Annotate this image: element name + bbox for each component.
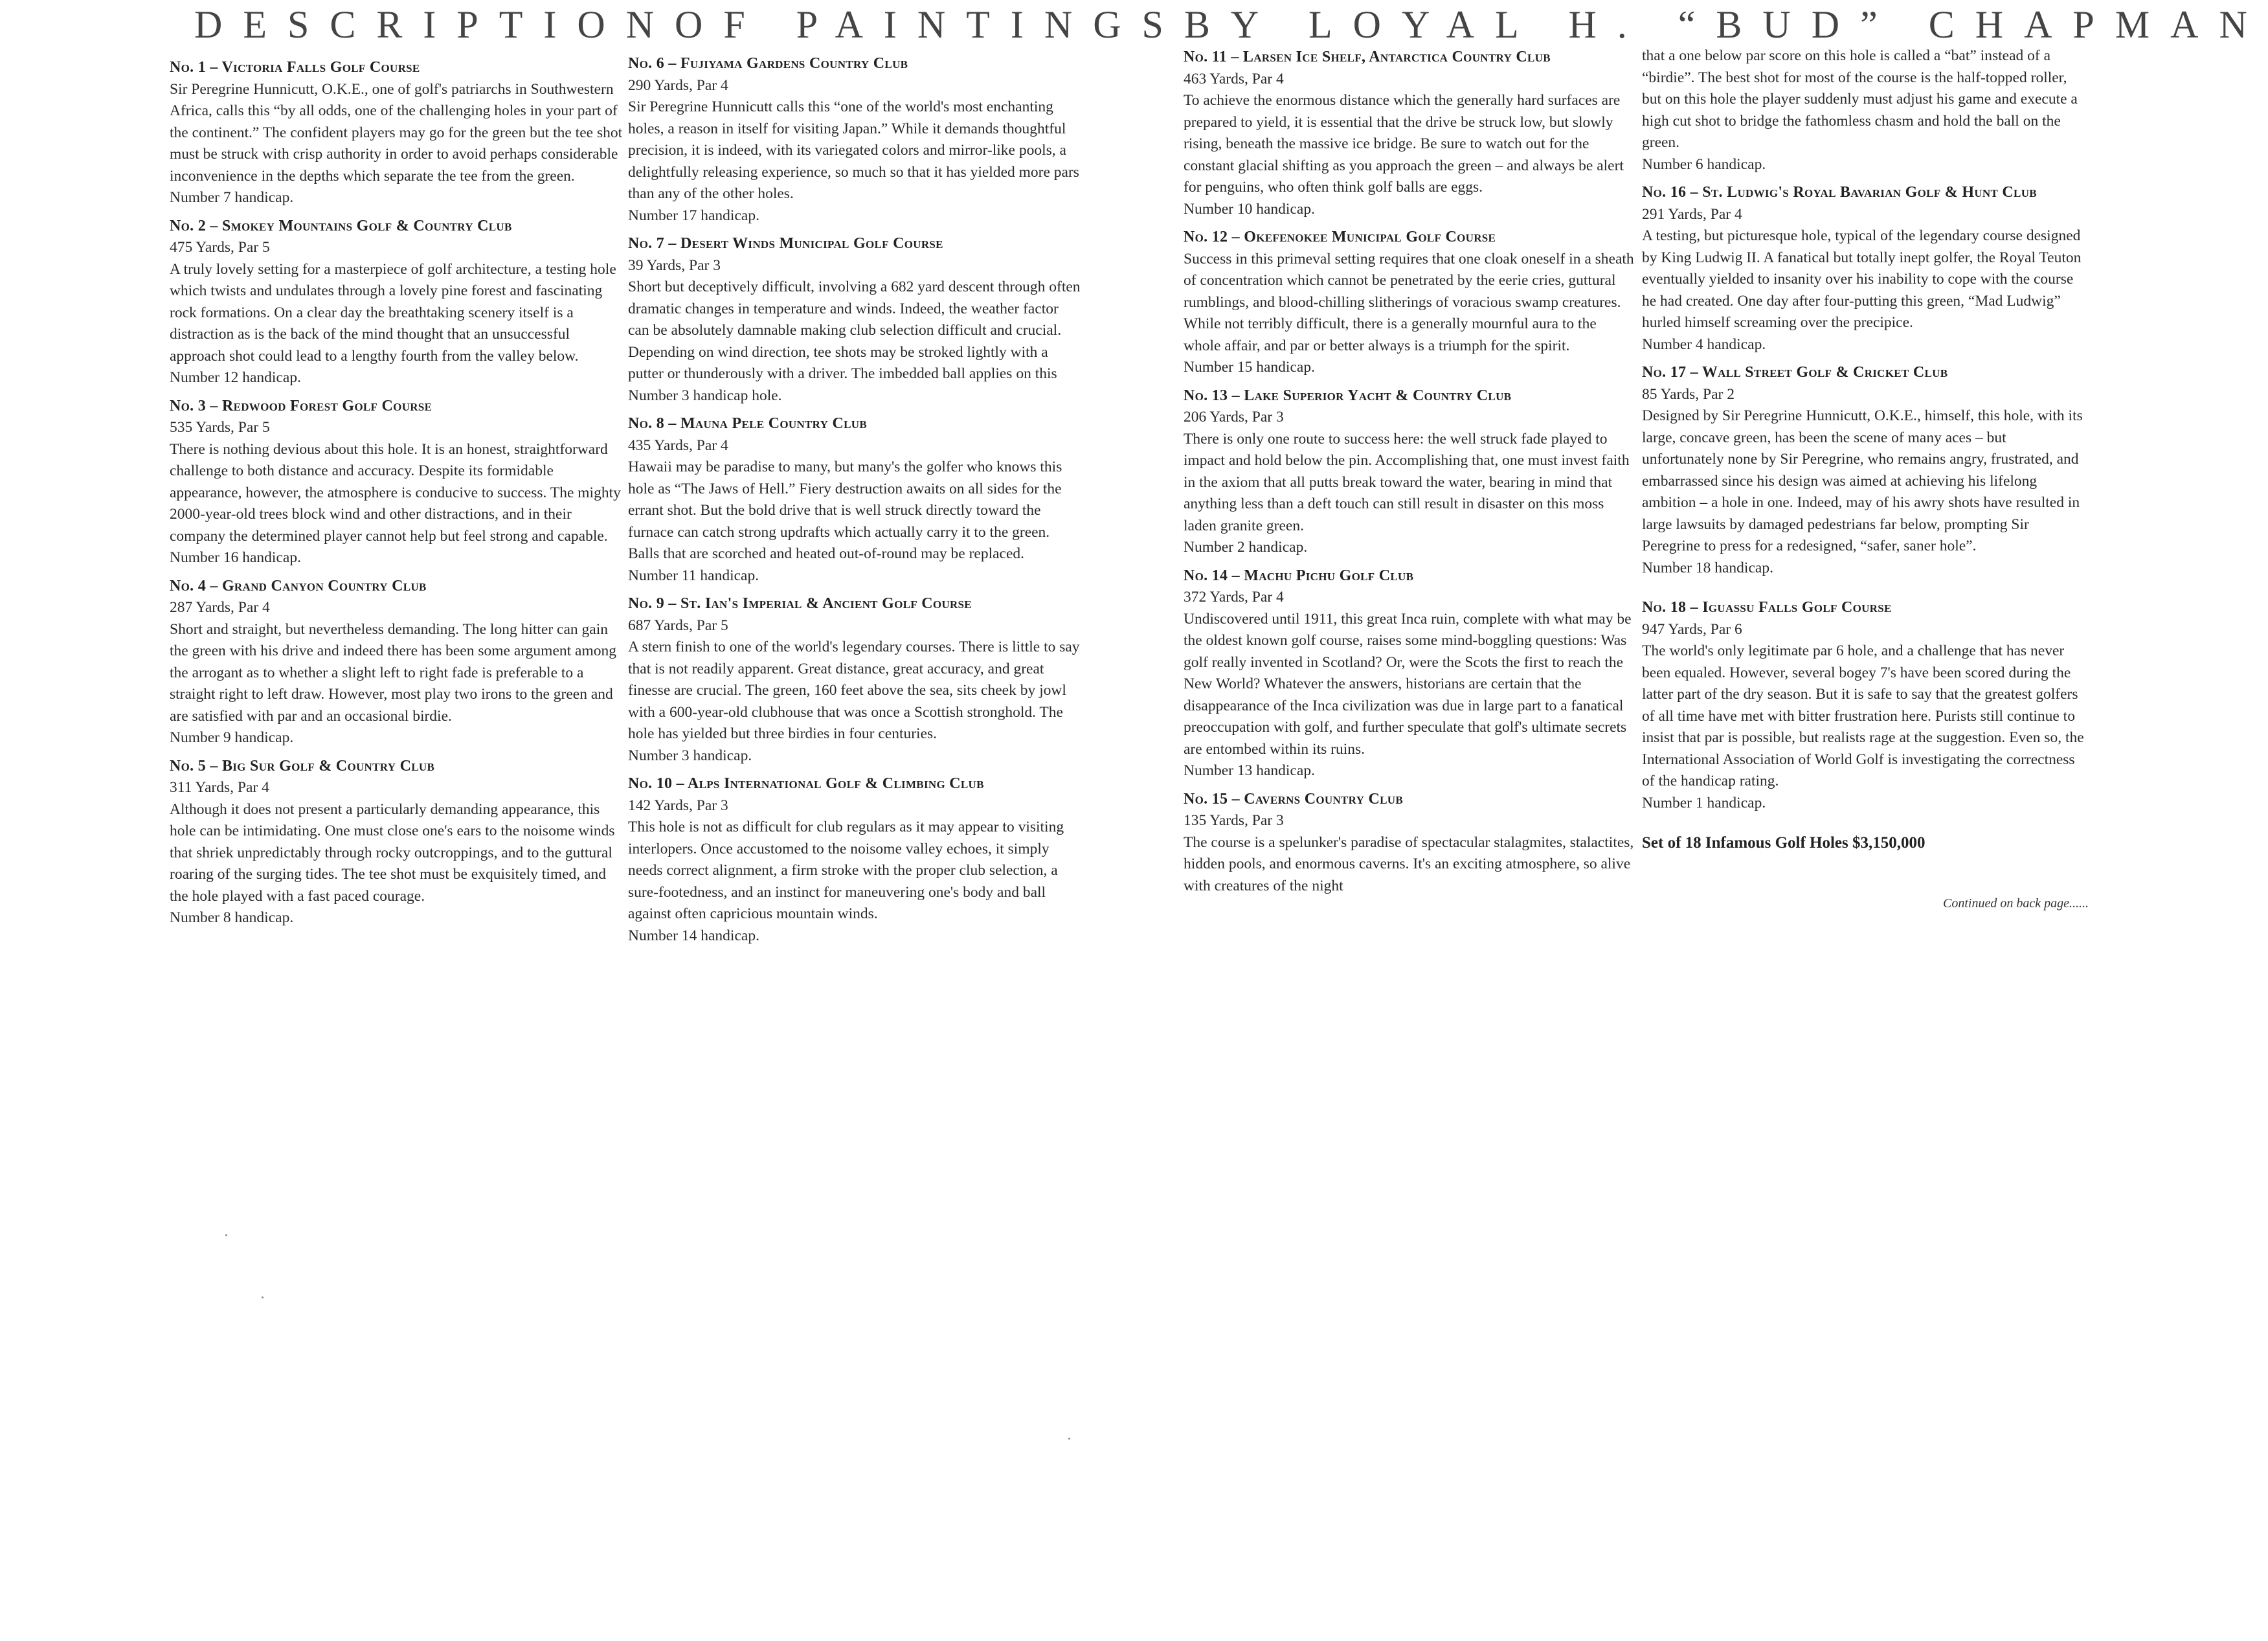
hole-description: Sir Peregrine Hunnicutt, O.K.E., one of golf's patriarchs in Southwestern Africa, calls this “by all odds, one of the challenging holes in your part of the continent.” The confident players may go for the green but the tee shot must be struck with crisp authority in order to avoid perhaps considerable inconvenience in the depths which separate the tee from the green. (170, 80, 623, 185)
hole-entry-7 (628, 233, 1081, 407)
hole-handicap: Number 15 handicap. (1184, 359, 1315, 376)
hole-entry-6 (628, 53, 1081, 227)
hole-description-continued: that a one below par score on this hole is called a “bat” instead of a “birdie”. The best shot for most of the course is the half-topped roller, but on this hole the player suddenly must adjust his game and execute a high cut shot to bridge the fathomless chasm and hold the ball on the green. (1642, 47, 2078, 151)
hole-heading: No. 2 – Smokey Mountains Golf & Country Club (170, 217, 512, 234)
hole-entry-9 (628, 593, 1081, 767)
hole-entry-4 (170, 576, 623, 749)
hole-yardage: 372 Yards, Par 4 (1184, 589, 1284, 605)
hole-description: Success in this primeval setting requires that one cloak oneself in a sheath of concentration which cannot be penetrated by the eerie cries, guttural rumblings, and blood-chilling slitherings of voracious swamp creatures. While not terribly difficult, there is a generally mournful aura to the whole affair, and par or better always is a triumph for the spirit. (1184, 250, 1634, 354)
hole-heading: No. 3 – Redwood Forest Golf Course (170, 397, 432, 414)
hole-handicap: Number 12 handicap. (170, 369, 301, 386)
hole-description: Hawaii may be paradise to many, but many's the golfer who knows this hole as “The Jaws of Hell.” Fiery destruction awaits on all sides for the errant shot. But the bold drive that is well struck directly toward the furnace can catch strong updrafts which actually carry it to the green. Balls that are scorched and heated out-of-round may be replaced. (628, 458, 1062, 562)
hole-handicap: Number 13 handicap. (1184, 762, 1315, 779)
hole-heading: No. 9 – St. Ian's Imperial & Ancient Golf Course (628, 595, 972, 612)
hole-yardage: 475 Yards, Par 5 (170, 239, 270, 256)
hole-yardage: 435 Yards, Par 4 (628, 436, 728, 454)
hole-entry-5 (170, 756, 623, 929)
hole-yardage: 287 Yards, Par 4 (170, 599, 270, 616)
hole-handicap: Number 7 handicap. (170, 189, 294, 206)
hole-description: To achieve the enormous distance which the generally hard surfaces are prepared to yield, it is essential that the drive be struck low, but slowly rising, beneath the massive ice bridge. Be sure to watch out for the constant glacial shifting as you approach the green – and always be alert for penguins, who often think golf balls are eggs. (1184, 92, 1624, 196)
hole-heading: No. 10 – Alps International Golf & Climbing Club (628, 775, 984, 792)
hole-yardage: 206 Yards, Par 3 (1184, 409, 1284, 425)
hole-description: Short but deceptively difficult, involving a 682 yard descent through often dramatic changes in temperature and winds. Indeed, the weather factor can be absolutely damnable making club selection difficult and crucial. Depending on wind direction, tee shots may be stroked lightly with a putter or thunderously with a driver. The imbedded ball applies on this Number 3 handicap hole. (628, 278, 1081, 404)
hole-handicap: Number 11 handicap. (628, 567, 759, 584)
column-3 (1184, 47, 1637, 903)
column-4 (1642, 45, 2089, 914)
hole-handicap: Number 3 handicap. (628, 747, 752, 764)
hole-handicap: Number 9 handicap. (170, 729, 294, 746)
hole-description: There is only one route to success here: the well struck fade played to impact and hold below the pin. Accomplishing that, one must invest faith in the axiom that all putts break toward the water, bearing in mind that anything less than a deft touch can still result in disaster on this moss laden granite green. (1184, 430, 1630, 534)
hole-entry-15 (1184, 789, 1637, 898)
hole-description: A stern finish to one of the world's legendary courses. There is little to say that is not readily apparent. Great distance, great accuracy, and great finesse are crucial. The green, 160 feet above the sea, sits cheek by jowl with a 600-year-old clubhouse that was once a Scottish stronghold. The hole has yielded but three birdies in four centuries. (628, 639, 1080, 742)
continued-note: Continued on back page...... (1943, 896, 2089, 911)
title-part-1: DESCRIPTION (194, 3, 675, 46)
hole-entry-16 (1642, 182, 2089, 356)
hole-description: Short and straight, but nevertheless demanding. The long hitter can gain the green with his drive and indeed there has been some argument among the arrogant as to whether a slight left to right fade is preferable to a straight right to left draw. However, most play two irons to the green and are satisfied with par and an occasional birdie. (170, 620, 616, 725)
hole-handicap: Number 14 handicap. (628, 927, 759, 944)
hole-description: A testing, but picturesque hole, typical of the legendary course designed by King Ludwig II. A fanatical but totally inept golfer, the Royal Teuton eventually yielded to insanity over his inability to cope with the course he had created. One day after four-putting this green, “Mad Ludwig” hurled himself screaming over the precipice. (1642, 227, 2082, 331)
hole-heading: No. 4 – Grand Canyon Country Club (170, 577, 427, 594)
hole-entry-10 (628, 773, 1081, 947)
hole-yardage: 463 Yards, Par 4 (1184, 70, 1284, 87)
hole-yardage: 290 Yards, Par 4 (628, 76, 728, 94)
hole-handicap: Number 1 handicap. (1642, 794, 1766, 811)
title-part-3: BY LOYAL H. “BUD” CHAPMAN (1184, 3, 2268, 46)
hole-yardage: 142 Yards, Par 3 (628, 797, 728, 814)
hole-entry-14 (1184, 565, 1637, 782)
hole-handicap: Number 2 handicap. (1184, 539, 1308, 556)
hole-description: A truly lovely setting for a masterpiece of golf architecture, a testing hole which twists and undulates through a lovely pine forest and fascinating rock formations. On a clear day the breathtaking scenery itself is a distraction as is the back of the mind thought that an unsuccessful approach shot could lead to a lengthy fourth from the valley below. (170, 260, 616, 365)
hole-heading: No. 6 – Fujiyama Gardens Country Club (628, 55, 908, 72)
hole-yardage: 39 Yards, Par 3 (628, 256, 721, 274)
hole-entry-15-continued (1642, 45, 2089, 175)
hole-description: Undiscovered until 1911, this great Inca ruin, complete with what may be the oldest known golf course, raises some mind-boggling questions: Was golf really invented in Scotland? Or, were the Scots the first to reach the New World? Whatever the answers, historians are certain that the disappearance of the Inca civilization was due in large part to a fanatical preoccupation with golf, and further speculate that golf's ultimate secrets are entombed within its ruins. (1184, 610, 1632, 758)
hole-description: There is nothing devious about this hole. It is an honest, straightforward challenge to both distance and accuracy. Despite its formidable appearance, however, the atmosphere is conducive to success. The mighty 2000-year-old trees block wind and other distractions, and in their company the determined player cannot help but feel strong and capable. (170, 440, 621, 545)
hole-yardage: 311 Yards, Par 4 (170, 779, 269, 796)
hole-heading: No. 16 – St. Ludwig's Royal Bavarian Golf & Hunt Club (1642, 184, 2037, 201)
hole-description: The course is a spelunker's paradise of spectacular stalagmites, stalactites, hidden pools, and enormous caverns. It's an exciting atmosphere, so alive with creatures of the night (1184, 833, 1634, 894)
set-price: Set of 18 Infamous Golf Holes $3,150,000 (1642, 834, 1926, 852)
hole-entry-1 (170, 57, 623, 209)
hole-heading: No. 18 – Iguassu Falls Golf Course (1642, 599, 1892, 616)
hole-heading: No. 11 – Larsen Ice Shelf, Antarctica Country Club (1184, 49, 1551, 65)
hole-yardage: 535 Yards, Par 5 (170, 419, 270, 436)
hole-description: This hole is not as difficult for club regulars as it may appear to visiting interlopers. Once accustomed to the noisome valley echoes, it simply needs correct alignment, a firm stroke with the proper club selection, a sure-footedness, and an instinct for maneuvering one's body and ball against often capricious mountain winds. (628, 819, 1064, 922)
title-part-2: OF PAINTINGS (675, 3, 1184, 46)
hole-entry-8 (628, 413, 1081, 587)
hole-yardage: 947 Yards, Par 6 (1642, 620, 1742, 638)
hole-handicap: Number 10 handicap. (1184, 200, 1315, 218)
hole-entry-2 (170, 216, 623, 389)
hole-yardage: 687 Yards, Par 5 (628, 617, 728, 634)
hole-description: Although it does not present a particularly demanding appearance, this hole can be intimidating. One must close one's ears to the noisome winds that shriek unpredictably through rocky outcroppings, and to the guttural roaring of the surging tides. The tee shot must be exquisitely timed, and the hole played with a fast paced courage. (170, 800, 615, 905)
hole-entry-13 (1184, 385, 1637, 559)
scan-speck (262, 1296, 264, 1298)
hole-handicap: Number 16 handicap. (170, 549, 301, 566)
hole-entry-18 (1642, 597, 2089, 814)
hole-yardage: 291 Yards, Par 4 (1642, 205, 1742, 223)
hole-heading: No. 14 – Machu Pichu Golf Club (1184, 567, 1414, 584)
hole-heading: No. 15 – Caverns Country Club (1184, 790, 1403, 808)
hole-entry-11 (1184, 47, 1637, 220)
column-2 (628, 53, 1081, 953)
hole-heading: No. 13 – Lake Superior Yacht & Country Club (1184, 387, 1512, 404)
hole-description: The world's only legitimate par 6 hole, and a challenge that has never been equaled. However, several bogey 7's have been scored during the latter part of the dry season. But it is safe to say that the greatest golfers of all time have met with bitter frustration here. Purists still continue to insist that par is possible, but realists rage at the suggestion. Even so, the International Association of World Golf is investigating the correctness of the handicap rating. (1642, 642, 2084, 789)
hole-entry-12 (1184, 227, 1637, 379)
hole-heading: No. 8 – Mauna Pele Country Club (628, 415, 867, 432)
hole-handicap: Number 4 handicap. (1642, 335, 1766, 353)
hole-yardage: 85 Yards, Par 2 (1642, 385, 1735, 403)
hole-heading: No. 17 – Wall Street Golf & Cricket Club (1642, 364, 1948, 381)
hole-heading: No. 12 – Okefenokee Municipal Golf Course (1184, 229, 1496, 245)
hole-heading: No. 5 – Big Sur Golf & Country Club (170, 757, 435, 775)
hole-description: Sir Peregrine Hunnicutt calls this “one of the world's most enchanting holes, a reason in itself for visiting Japan.” While it demands thoughtful precision, it is indeed, with its variegated colors and mirror-like pools, a delightfully releasing experience, so much so that it has yielded more pars than any of the other holes. (628, 98, 1079, 202)
hole-entry-17 (1642, 362, 2089, 579)
hole-handicap: Number 18 handicap. (1642, 559, 1773, 576)
column-1 (170, 57, 623, 936)
scan-speck (1068, 1438, 1070, 1440)
hole-handicap: Number 6 handicap. (1642, 155, 1766, 173)
hole-description: Designed by Sir Peregrine Hunnicutt, O.K.E., himself, this hole, with its large, concave green, has been the scene of many aces – but unfortunately none by Sir Peregrine, who remains angry, frustrated, and embarrassed since his design was aimed at achieving his lifelong ambition – a hole in one. Indeed, may of his awry shots have resulted in large lawsuits by damaged pedestrians far below, prompting Sir Peregrine to press for a redesigned, “safer, saner hole”. (1642, 407, 2083, 554)
hole-yardage: 135 Yards, Par 3 (1184, 812, 1284, 829)
hole-entry-3 (170, 396, 623, 569)
scan-speck (225, 1234, 227, 1236)
hole-handicap: Number 8 handicap. (170, 909, 294, 926)
hole-heading: No. 1 – Victoria Falls Golf Course (170, 59, 420, 76)
hole-handicap: Number 17 handicap. (628, 207, 759, 224)
hole-heading: No. 7 – Desert Winds Municipal Golf Course (628, 235, 943, 252)
